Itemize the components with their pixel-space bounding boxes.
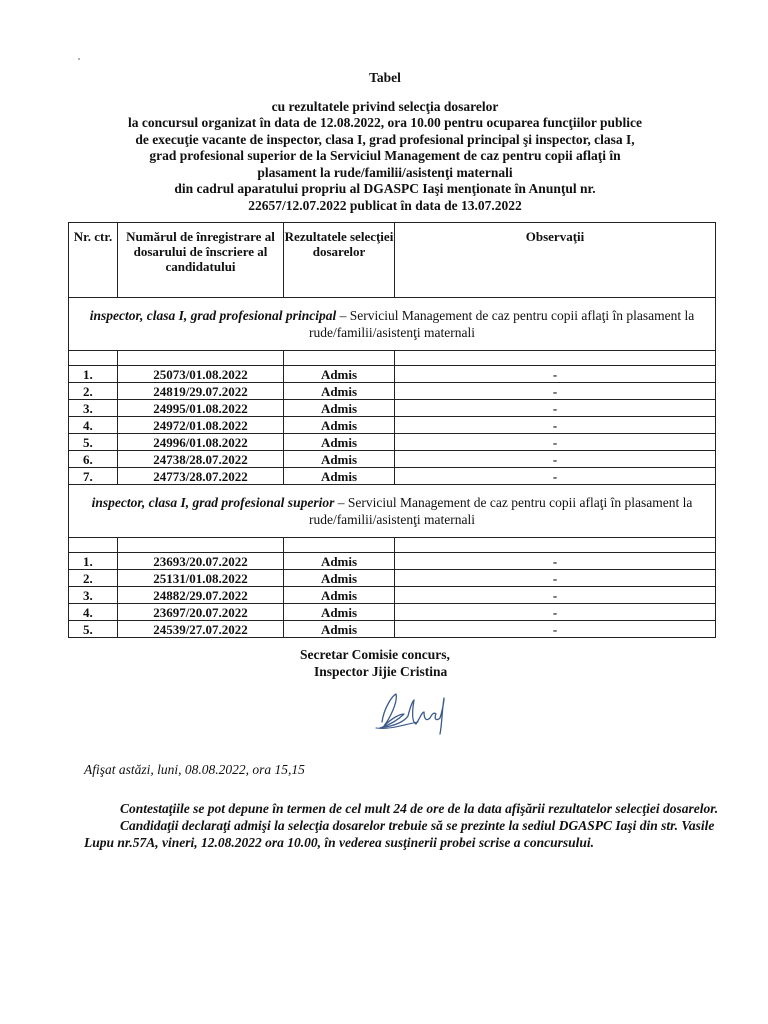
document-title: Tabel: [369, 70, 401, 85]
selection-result: Admis: [284, 468, 395, 485]
notes-block: [84, 800, 724, 851]
header-line: din cadrul aparatului propriu al DGASPC Iaşi menţionate în Anunţul nr.: [174, 181, 596, 196]
row-number: 5.: [69, 434, 118, 451]
observation: -: [395, 451, 716, 468]
row-number: 2.: [69, 383, 118, 400]
signature-name: Inspector Jijie Cristina: [314, 664, 448, 679]
selection-result: Admis: [284, 400, 395, 417]
selection-result: Admis: [284, 451, 395, 468]
spacer-cell: [395, 538, 716, 553]
row-number: 5.: [69, 621, 118, 638]
spacer-cell: [69, 351, 118, 366]
header-notes: Observaţii: [395, 223, 716, 298]
header-result: Rezultatele selecţiei dosarelor: [284, 223, 395, 298]
registration-number: 24773/28.07.2022: [118, 468, 284, 485]
table-row: [69, 400, 716, 417]
table-spacer-row: [69, 351, 716, 366]
row-number: 4.: [69, 417, 118, 434]
registration-number: 24995/01.08.2022: [118, 400, 284, 417]
table-row: [69, 451, 716, 468]
selection-result: Admis: [284, 366, 395, 383]
observation: -: [395, 417, 716, 434]
observation: -: [395, 587, 716, 604]
table-spacer-row: [69, 538, 716, 553]
observation: -: [395, 434, 716, 451]
registration-number: 25073/01.08.2022: [118, 366, 284, 383]
observation: -: [395, 366, 716, 383]
table-row: [69, 417, 716, 434]
registration-number: 25131/01.08.2022: [118, 570, 284, 587]
selection-result: Admis: [284, 604, 395, 621]
row-number: 7.: [69, 468, 118, 485]
table-body: [69, 298, 716, 638]
selection-result: Admis: [284, 383, 395, 400]
selection-result: Admis: [284, 417, 395, 434]
table-row: [69, 604, 716, 621]
row-number: 1.: [69, 553, 118, 570]
document-header: [90, 70, 680, 214]
spacer-cell: [69, 538, 118, 553]
selection-result: Admis: [284, 587, 395, 604]
table-section-row: [69, 298, 716, 351]
registration-number: 24882/29.07.2022: [118, 587, 284, 604]
section-service: – Serviciul Management de caz pentru copii aflaţi în plasament la rude/familii/asistenţi maternali: [308, 308, 695, 340]
posted-date: Afişat astăzi, luni, 08.08.2022, ora 15,15: [84, 762, 305, 777]
row-number: 2.: [69, 570, 118, 587]
registration-number: 23693/20.07.2022: [118, 553, 284, 570]
table-row: [69, 468, 716, 485]
header-registration: Numărul de înregistrare al dosarului de înscriere al candidatului: [118, 223, 284, 298]
results-table: [68, 222, 716, 638]
table-row: [69, 366, 716, 383]
table-row: [69, 553, 716, 570]
header-nr: Nr. ctr.: [69, 223, 118, 298]
observation: -: [395, 553, 716, 570]
registration-number: 24996/01.08.2022: [118, 434, 284, 451]
observation: -: [395, 621, 716, 638]
spacer-cell: [118, 351, 284, 366]
section-title: [69, 485, 716, 538]
observation: -: [395, 570, 716, 587]
row-number: 3.: [69, 587, 118, 604]
note-appeals: Contestaţiile se pot depune în termen de cel mult 24 de ore de la data afişării rezultatelor selecţiei dosarelor.: [120, 801, 719, 816]
registration-number: 24539/27.07.2022: [118, 621, 284, 638]
header-line: cu rezultatele privind selecţia dosarelor: [271, 98, 499, 114]
table-section-row: [69, 485, 716, 538]
scan-speck: [78, 58, 80, 60]
observation: -: [395, 383, 716, 400]
observation: -: [395, 400, 716, 417]
section-position: inspector, clasa I, grad profesional superior: [91, 495, 335, 510]
table-row: [69, 621, 716, 638]
row-number: 4.: [69, 604, 118, 621]
header-line: grad profesional superior de la Serviciul Management de caz pentru copii aflaţi în: [149, 148, 621, 163]
signature-role: Secretar Comisie concurs,: [300, 647, 450, 662]
header-line: plasament la rude/familii/asistenţi maternali: [257, 164, 513, 180]
selection-result: Admis: [284, 553, 395, 570]
spacer-cell: [284, 538, 395, 553]
section-position: inspector, clasa I, grad profesional principal: [89, 308, 337, 323]
selection-result: Admis: [284, 621, 395, 638]
registration-number: 24819/29.07.2022: [118, 383, 284, 400]
header-line: 22657/12.07.2022 publicat în data de 13.07.2022: [248, 197, 522, 213]
section-service: – Serviciul Management de caz pentru copii aflaţi în plasament la rude/familii/asistenţi maternali: [308, 495, 693, 527]
row-number: 1.: [69, 366, 118, 383]
selection-result: Admis: [284, 570, 395, 587]
table-row: [69, 570, 716, 587]
signature-block: [300, 646, 520, 680]
note-admitted: Candidaţii declaraţi admişi la selecţia dosarelor trebuie să se prezinte la sediul DGASPC Iaşi din str. Vasile Lupu nr.57A, vineri, 12.08.2022 ora 10.00, în vederea susţinerii probei scrise a concursului.: [84, 818, 715, 850]
handwritten-signature: [370, 688, 460, 738]
row-number: 6.: [69, 451, 118, 468]
spacer-cell: [284, 351, 395, 366]
observation: -: [395, 604, 716, 621]
registration-number: 24738/28.07.2022: [118, 451, 284, 468]
header-line: de execuţie vacante de inspector, clasa I, grad profesional principal şi inspector, clasa I,: [135, 131, 635, 147]
registration-number: 24972/01.08.2022: [118, 417, 284, 434]
row-number: 3.: [69, 400, 118, 417]
table-row: [69, 587, 716, 604]
table-header-row: [69, 223, 716, 298]
spacer-cell: [395, 351, 716, 366]
selection-result: Admis: [284, 434, 395, 451]
spacer-cell: [118, 538, 284, 553]
table-row: [69, 383, 716, 400]
observation: -: [395, 468, 716, 485]
header-line: la concursul organizat în data de 12.08.2022, ora 10.00 pentru ocuparea funcţiilor publice: [127, 115, 642, 130]
registration-number: 23697/20.07.2022: [118, 604, 284, 621]
table-row: [69, 434, 716, 451]
section-title: [69, 298, 716, 351]
